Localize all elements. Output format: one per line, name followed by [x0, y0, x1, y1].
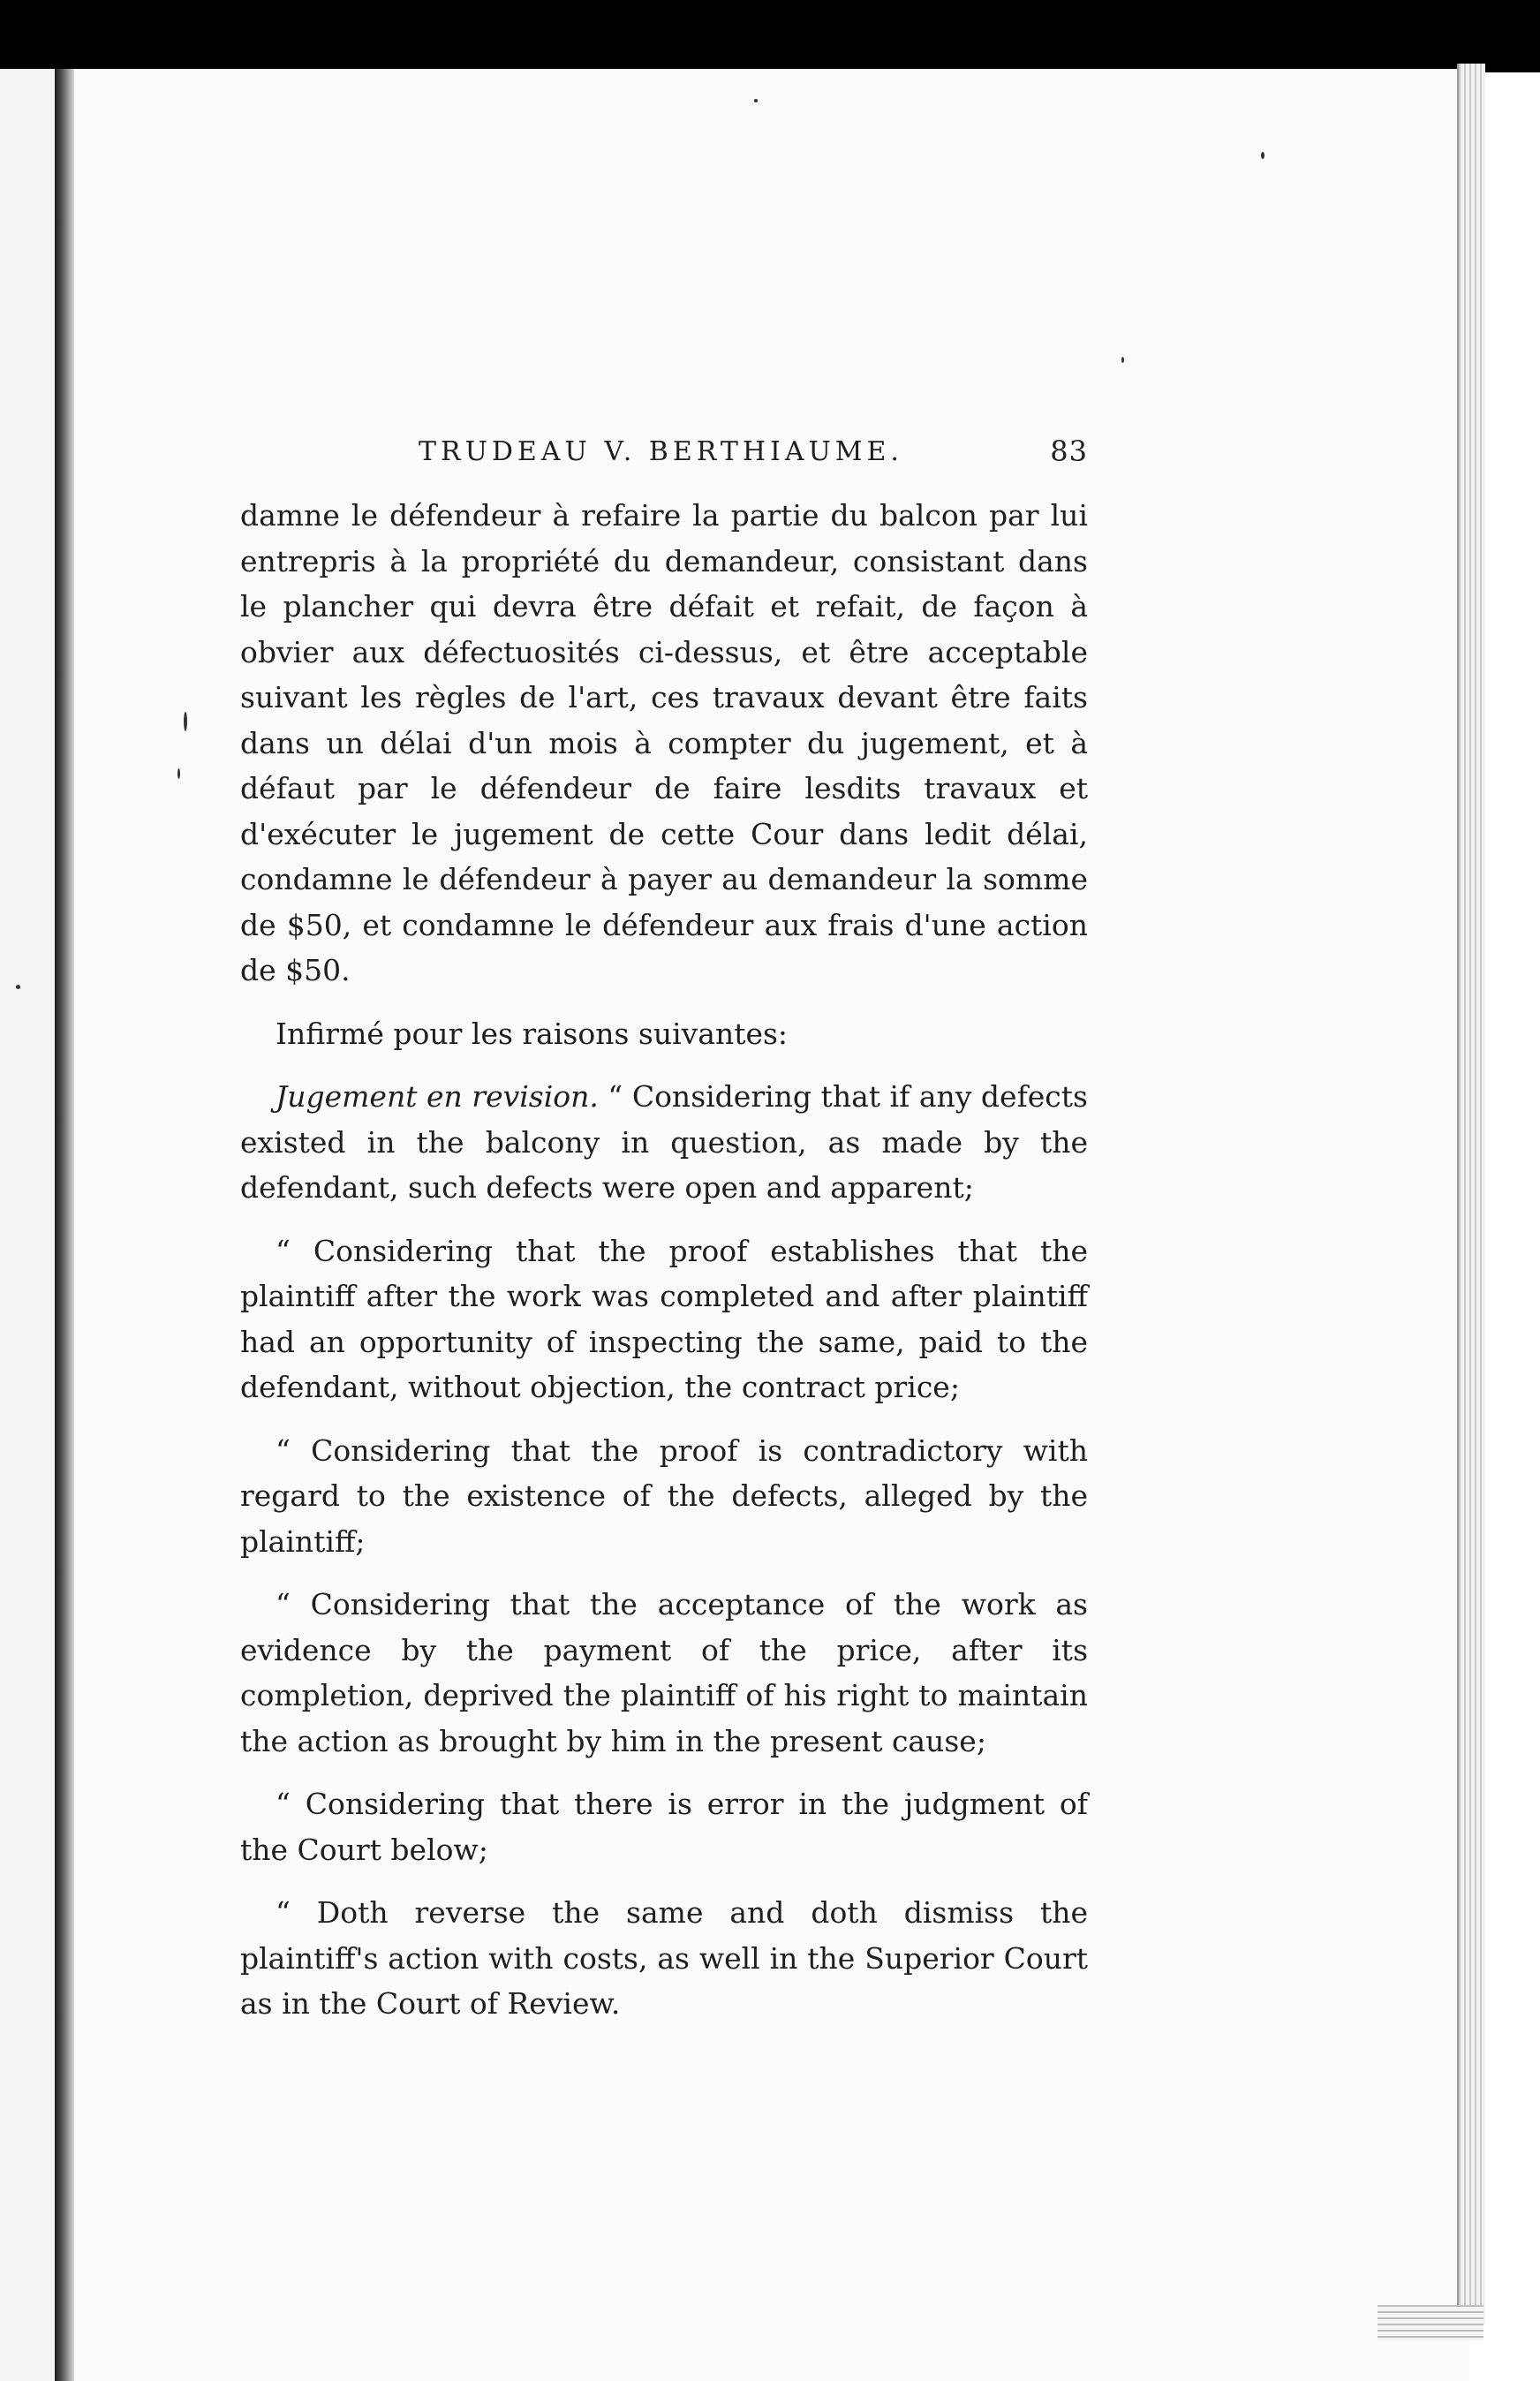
scan-speck	[177, 768, 180, 779]
scan-speck	[16, 985, 20, 989]
paragraph-considering-error: “ Considering that there is error in the judgment of the Court below;	[240, 1787, 1088, 1867]
paragraph-considering-contradictory: “ Considering that the proof is contradictory with regard to the existence of the defects, alleged by the plaintiff;	[240, 1432, 1088, 1559]
running-title: TRUDEAU V. BERTHIAUME.	[419, 436, 903, 467]
scan-speck	[1261, 152, 1264, 159]
page-content	[240, 424, 1088, 2045]
page-number: 83	[1050, 435, 1088, 468]
paragraph-revision-first-considering	[240, 1074, 1088, 1211]
paragraph-infirme: Infirmé pour les raisons suivantes:	[276, 1016, 789, 1051]
running-head	[240, 424, 1088, 477]
scan-speck	[184, 712, 187, 731]
revision-text: “ Considering that if any defects existed in the balcony in question, as made by the defendant, such defects were open and apparent;	[240, 1079, 1088, 1205]
book-gutter	[55, 69, 74, 2381]
facing-page-edge	[0, 69, 57, 2381]
paragraph-judgment-continued: damne le défendeur à refaire la partie du balcon par lui entrepris à la propriété du demandeur, consistant dans le plancher qui devra être défait et refait, de façon à obvier aux défectuosités ci-dessus, et être acceptable suivant les règles de l'art, ces travaux devant être faits dans un délai d'un mois à compter du jugement, et à défaut par le défendeur de faire lesdits travaux et d'exécuter le jugement de cette Cour dans ledit délai, condamne le défendeur à payer au demandeur la somme de $50, et condamne le défendeur aux frais d'une action de $50.	[240, 498, 1088, 987]
scan-speck	[754, 99, 758, 102]
revision-heading: Jugement en revision.	[276, 1079, 599, 1114]
scan-border-top	[0, 0, 1540, 72]
page-stack-corner	[1378, 2305, 1483, 2340]
paragraph-considering-acceptance: “ Considering that the acceptance of the work as evidence by the payment of the price, after its completion, deprived the plaintiff of his right to maintain the action as brought by him in the present cause;	[240, 1587, 1088, 1758]
scan-speck	[1121, 357, 1124, 363]
paragraph-doth-reverse: “ Doth reverse the same and doth dismiss the plaintiff's action with costs, as well in the Superior Court as in the Court of Review.	[240, 1895, 1088, 2021]
page-stack-edges	[1457, 64, 1485, 2324]
paragraph-considering-proof-payment: “ Considering that the proof establishes that the plaintiff after the work was completed and after plaintiff had an opportunity of inspecting the same, paid to the defendant, without objection, the contract price;	[240, 1233, 1088, 1404]
